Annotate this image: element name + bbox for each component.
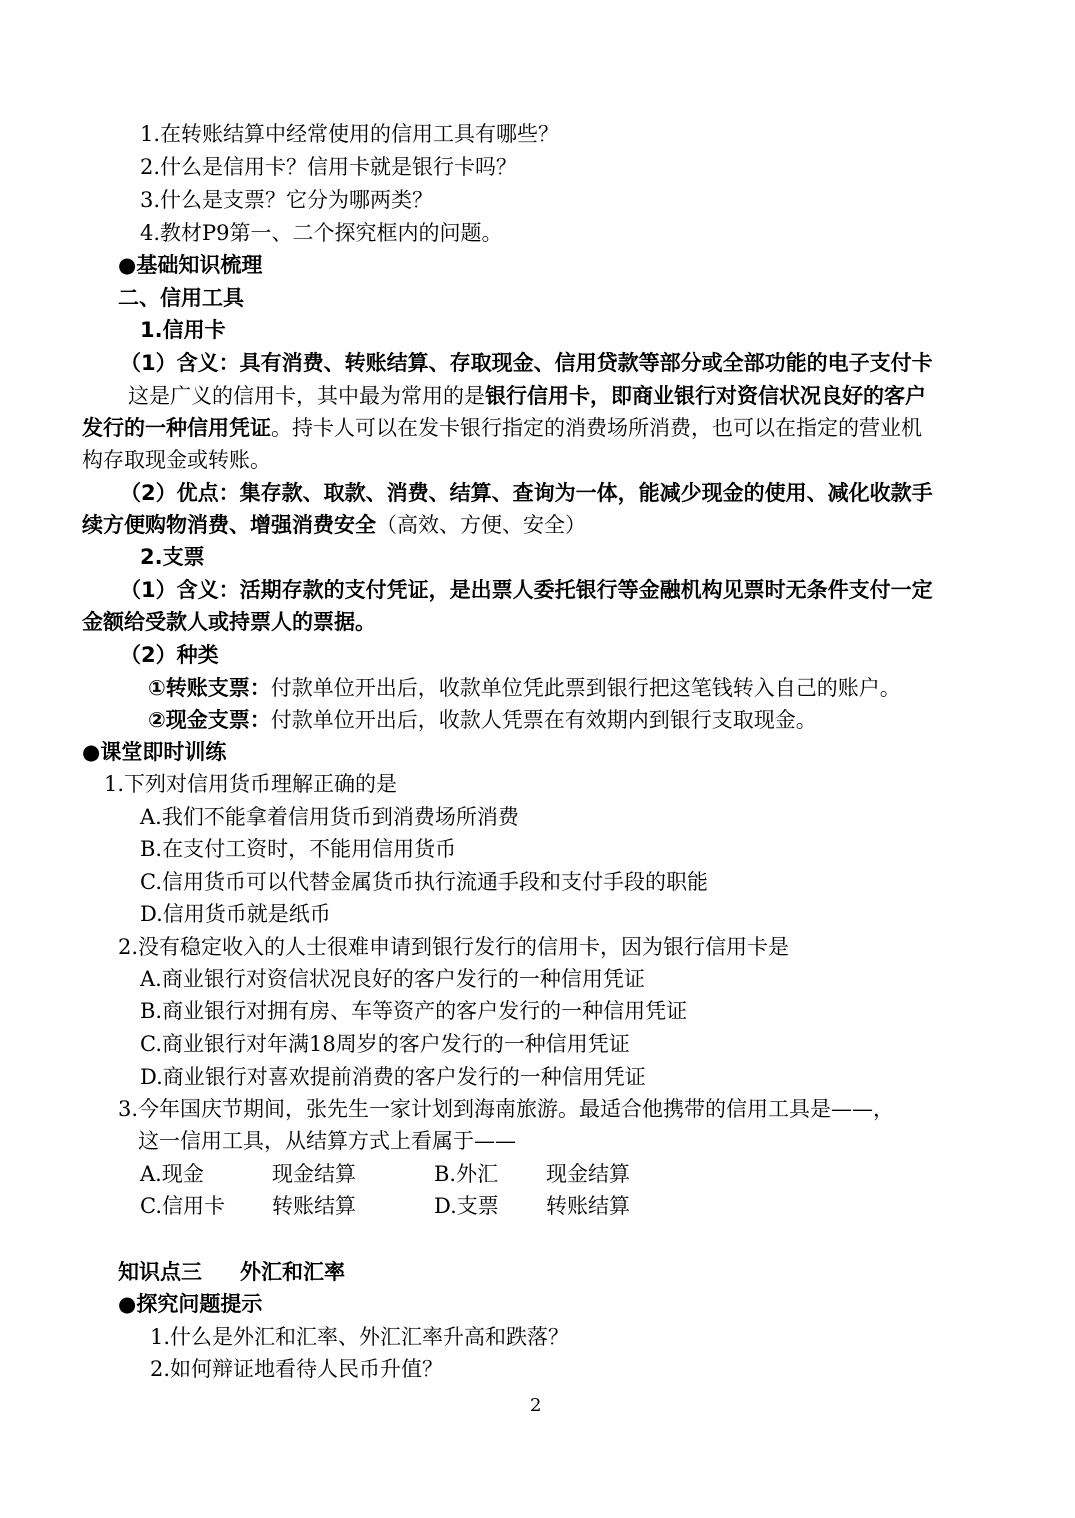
quiz-option-settlement: 转账结算: [272, 1194, 356, 1218]
question-item: 1.什么是外汇和汇率、外汇汇率升高和跌落？: [150, 1325, 570, 1349]
cheque-heading: 2.支票: [140, 545, 205, 569]
quiz-option: B.商业银行对拥有房、车等资产的客户发行的一种信用凭证: [140, 999, 688, 1023]
training-heading: ●课堂即时训练: [82, 740, 227, 764]
quiz-question: 3.今年国庆节期间，张先生一家计划到海南旅游。最适合他携带的信用工具是——，: [118, 1097, 895, 1121]
question-item: 2.什么是信用卡？信用卡就是银行卡吗？: [140, 155, 518, 179]
quiz-option-settlement: 转账结算: [546, 1194, 630, 1218]
explore-heading: ●探究问题提示: [118, 1292, 263, 1316]
quiz-question: 2.没有稳定收入的人士很难申请到银行发行的信用卡，因为银行信用卡是: [118, 935, 790, 959]
cheque-definition: （1）含义：活期存款的支付凭证，是出票人委托银行等金融机构见票时无条件支付一定: [120, 578, 933, 602]
quiz-option: C.信用货币可以代替金属货币执行流通手段和支付手段的职能: [140, 870, 708, 894]
credit-card-paragraph-line: 构存取现金或转账。: [82, 448, 271, 472]
page-number: 2: [530, 1395, 542, 1416]
cheque-type-item: ②现金支票：付款单位开出后，收款人凭票在有效期内到银行支取现金。: [148, 708, 817, 732]
question-item: 2.如何辩证地看待人民币升值？: [150, 1357, 444, 1381]
quiz-option-settlement: 现金结算: [272, 1162, 356, 1186]
credit-card-definition: （1）含义：具有消费、转账结算、存取现金、信用贷款等部分或全部功能的电子支付卡: [120, 351, 933, 375]
quiz-question: 1.下列对信用货币理解正确的是: [104, 772, 398, 796]
credit-card-advantages: （2）优点：集存款、取款、消费、结算、查询为一体，能减少现金的使用、减化收款手: [120, 481, 933, 505]
quiz-option-settlement: 现金结算: [546, 1162, 630, 1186]
quiz-option: D.商业银行对喜欢提前消费的客户发行的一种信用凭证: [140, 1065, 646, 1089]
section-title: 二、信用工具: [118, 286, 244, 310]
quiz-option: D.信用货币就是纸币: [140, 902, 331, 926]
quiz-option: C.商业银行对年满18周岁的客户发行的一种信用凭证: [140, 1032, 630, 1056]
credit-card-paragraph-line: 这是广义的信用卡，其中最为常用的是银行信用卡，即商业银行对资信状况良好的客户: [128, 384, 926, 408]
quiz-option: D.支票: [434, 1194, 499, 1218]
cheque-type-item: ①转账支票：付款单位开出后，收款单位凭此票到银行把这笔钱转入自己的账户。: [148, 676, 901, 700]
credit-card-heading: 1.信用卡: [140, 318, 226, 342]
question-item: 3.什么是支票？它分为哪两类？: [140, 188, 434, 212]
question-item: 1.在转账结算中经常使用的信用工具有哪些？: [140, 122, 560, 146]
quiz-option: A.现金: [140, 1162, 204, 1186]
quiz-option: A.我们不能拿着信用货币到消费场所消费: [140, 805, 519, 829]
quiz-option: B.在支付工资时，不能用信用货币: [140, 837, 457, 861]
quiz-option: B.外汇: [434, 1162, 499, 1186]
cheque-definition-line: 金额给受款人或持票人的票据。: [82, 610, 376, 634]
knowledge-point-label: 知识点三: [118, 1260, 202, 1284]
quiz-option: C.信用卡: [140, 1194, 225, 1218]
quiz-option: A.商业银行对资信状况良好的客户发行的一种信用凭证: [140, 967, 645, 991]
cheque-types-heading: （2）种类: [120, 643, 219, 667]
quiz-question-line: 这一信用工具，从结算方式上看属于——: [138, 1129, 516, 1153]
knowledge-point-title: 外汇和汇率: [240, 1260, 345, 1284]
basics-heading: ●基础知识梳理: [118, 253, 263, 277]
credit-card-advantages-line: 续方便购物消费、增强消费安全（高效、方便、安全）: [82, 513, 586, 537]
credit-card-paragraph-line: 发行的一种信用凭证。持卡人可以在发卡银行指定的消费场所消费，也可以在指定的营业机: [82, 416, 922, 440]
question-item: 4.教材P9第一、二个探究框内的问题。: [140, 221, 503, 245]
